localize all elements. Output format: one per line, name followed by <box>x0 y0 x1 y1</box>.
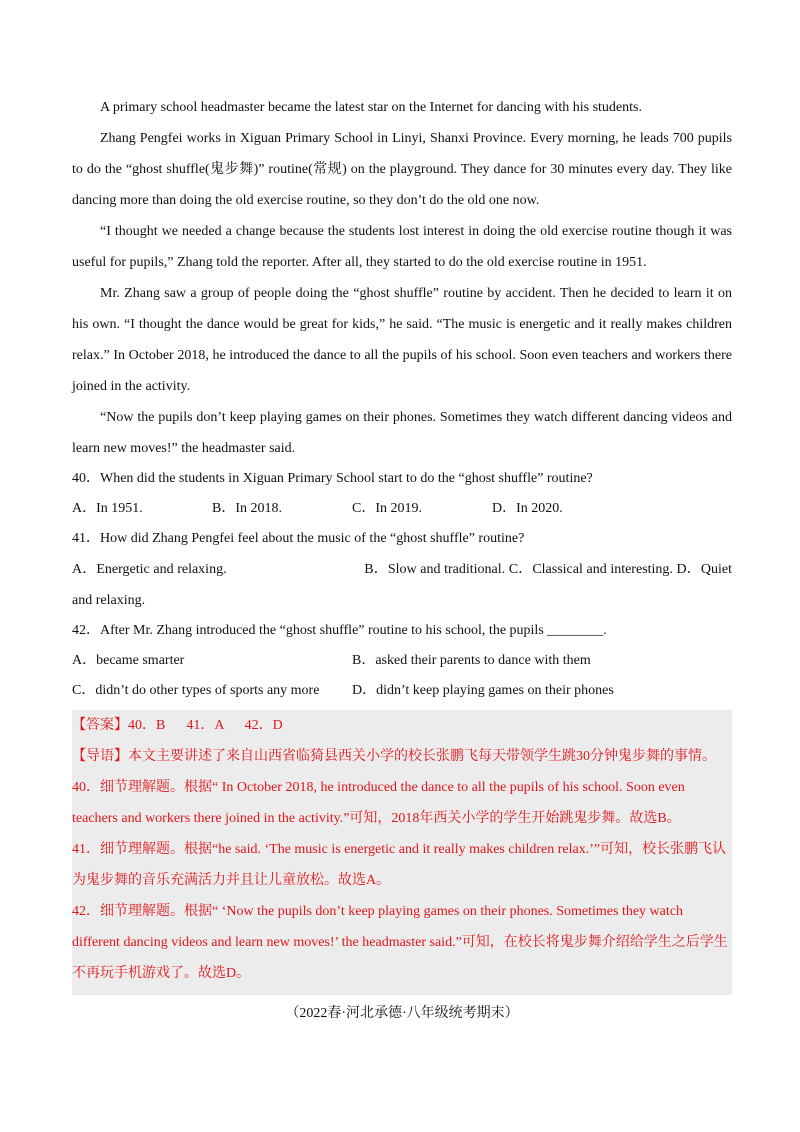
answer-guide: 【导语】本文主要讲述了来自山西省临猗县西关小学的校长张鹏飞每天带领学生跳30分钟鬼步舞的事情。 <box>72 749 716 764</box>
question-40-options <box>72 494 732 524</box>
question-42-stem: 42．After Mr. Zhang introduced the “ghost shuffle” routine to his school, the pupils ________. <box>72 623 607 638</box>
passage-paragraph-4: Mr. Zhang saw a group of people doing the “ghost shuffle” routine by accident. Then he decided to learn it on his own. “I thought the dance would be great for kids,” he said. “The music is energetic and it really makes children relax.” In October 2018, he introduced the dance to all the pupils of his school. Soon even teachers and workers there joined in the activity. <box>72 286 732 394</box>
q40-option-c: C．In 2019. <box>352 501 422 516</box>
passage-paragraph-1: A primary school headmaster became the latest star on the Internet for dancing with his students. <box>100 100 642 115</box>
question-41-stem: 41．How did Zhang Pengfei feel about the music of the “ghost shuffle” routine? <box>72 531 525 546</box>
q42-option-b: B．asked their parents to dance with them <box>352 653 591 668</box>
q40-option-b: B．In 2018. <box>212 501 282 516</box>
q40-option-d: D．In 2020. <box>492 501 563 516</box>
answer-key: 【答案】40．B 41．A 42．D <box>72 718 283 733</box>
q42-option-d: D．didn’t keep playing games on their phones <box>352 683 614 698</box>
source-footer: （2022春·河北承德·八年级统考期末） <box>285 1006 519 1021</box>
explanation-42: 42．细节理解题。根据“ ‘Now the pupils don’t keep playing games on their phones. Sometimes they watch different dancing videos and learn new moves!’ the headmaster said.”可知，在校长将鬼步舞介绍给学生之后学生不再玩手机游戏了。故选D。 <box>72 904 728 981</box>
q42-option-c: C．didn’t do other types of sports any more <box>72 683 320 698</box>
explanation-40: 40．细节理解题。根据“ In October 2018, he introduced the dance to all the pupils of his school. Soon even teachers and workers there joined in the activity.”可知，2018年西关小学的学生开始跳鬼步舞。故选B。 <box>72 780 685 826</box>
passage-paragraph-3: “I thought we needed a change because the students lost interest in doing the old exercise routine though it was useful for pupils,” Zhang told the reporter. After all, they started to do the old exercise routine in 1951. <box>72 224 732 270</box>
question-42-options-row-2 <box>72 676 732 706</box>
passage-paragraph-2: Zhang Pengfei works in Xiguan Primary School in Linyi, Shanxi Province. Every morning, he leads 700 pupils to do the “ghost shuffle(鬼步舞)” routine(常规) on the playground. They dance for 30 minutes every day. They like dancing more than doing the old exercise routine, so they don’t do the old one now. <box>72 131 732 208</box>
q40-option-a: A．In 1951. <box>72 501 143 516</box>
answer-section <box>72 710 732 995</box>
document-page <box>72 92 736 1029</box>
question-42-options-row-1 <box>72 646 732 676</box>
explanation-41: 41．细节理解题。根据“he said. ‘The music is energetic and it really makes children relax.’”可知，校长张鹏飞认为鬼步舞的音乐充满活力并且让儿童放松。故选A。 <box>72 842 727 888</box>
question-41-options: A．Energetic and relaxing. B．Slow and traditional. C．Classical and interesting. D．Quiet and relaxing. <box>72 562 736 608</box>
q42-option-a: A．became smarter <box>72 653 185 668</box>
question-40-stem: 40．When did the students in Xiguan Primary School start to do the “ghost shuffle” routine? <box>72 471 593 486</box>
passage-paragraph-5: “Now the pupils don’t keep playing games on their phones. Sometimes they watch different dancing videos and learn new moves!” the headmaster said. <box>72 410 732 456</box>
